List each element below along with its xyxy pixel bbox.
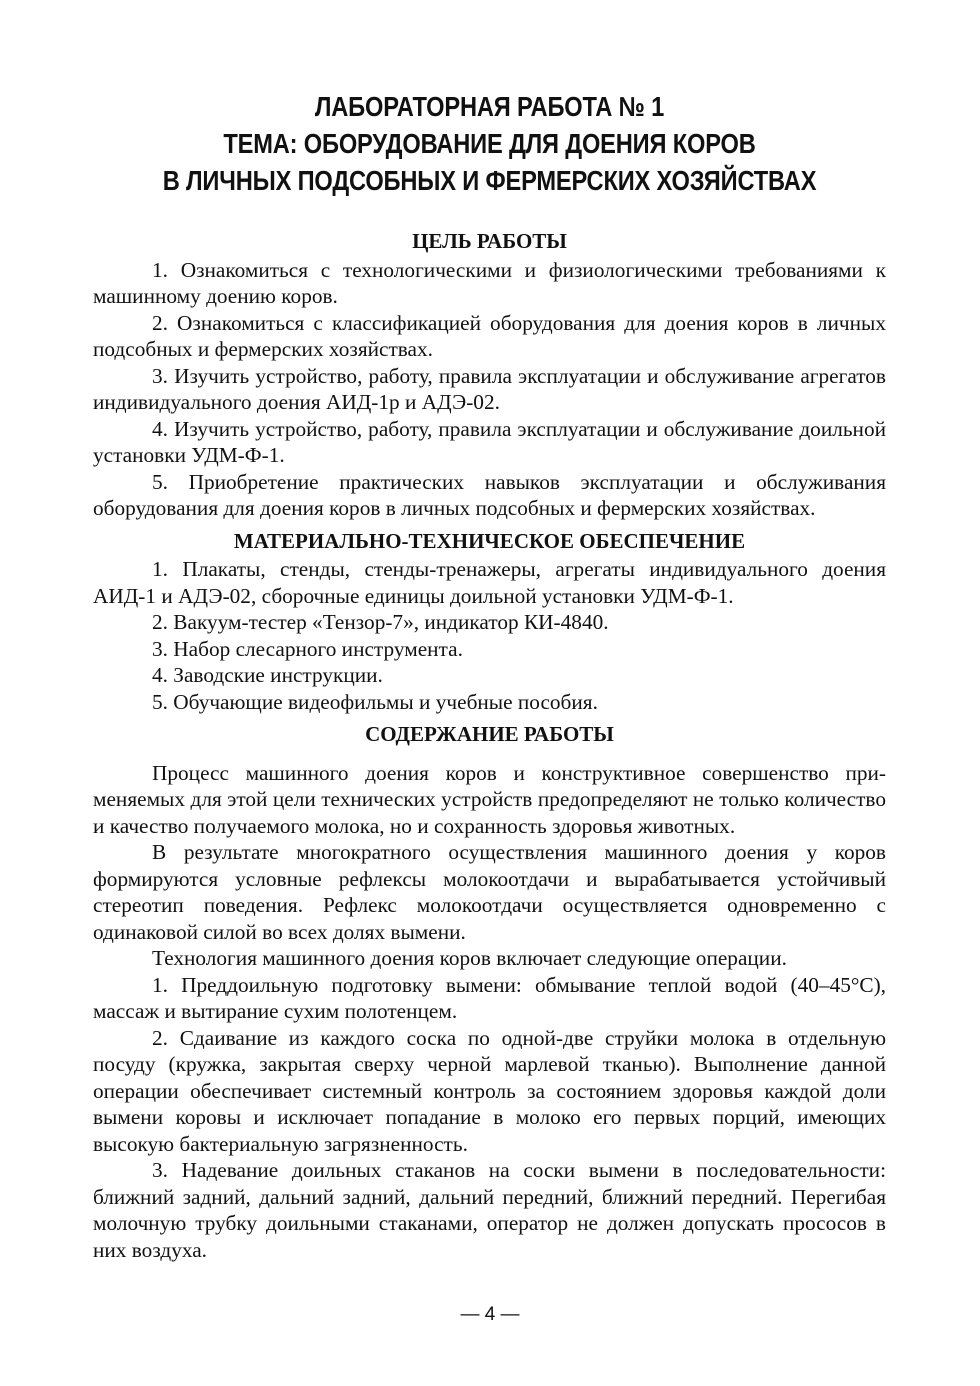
title-line-2: ТЕМА: ОБОРУДОВАНИЕ ДЛЯ ДОЕНИЯ КОРОВ bbox=[223, 128, 756, 159]
document-page bbox=[93, 88, 886, 1263]
content-paragraph: 1. Преддоильную подготовку вымени: обмывание теплой водой (40–45°С), массаж и вытирание сухим полотенцем. bbox=[93, 972, 886, 1023]
goal-item: 5. Приобретение практических навыков эксплуатации и обслуживания оборудования для доения коров в личных подсобных и фермерских хозяйствах. bbox=[93, 469, 886, 520]
title-line-1: ЛАБОРАТОРНАЯ РАБОТА № 1 bbox=[314, 91, 665, 122]
materials-item: 1. Плакаты, стенды, стенды-тренажеры, агрегаты индивидуального доения АИД-1 и АДЭ-02, сборочные единицы доильной установки УДМ-Ф-1. bbox=[93, 557, 886, 608]
goal-heading: ЦЕЛЬ РАБОТЫ bbox=[412, 229, 567, 253]
goal-item: 1. Ознакомиться с технологическими и физиологическими требованиями к машинному доению коров. bbox=[93, 257, 886, 308]
goal-item: 3. Изучить устройство, работу, правила эксплуатации и обслуживание агрегатов индивидуального доения АИД-1р и АДЭ-02. bbox=[93, 363, 886, 414]
content-paragraph: 2. Сдаивание из каждого соска по одной-две струйки молока в отдельную посуду (кружка, закрытая сверху черной марлевой тканью). Выполнение данной операции обеспечивает системный контроль за состоянием здоровья каждой доли вымени коровы и исключает попадание в молоко его первых порций, имеющих высокую бактериальную загрязненность. bbox=[93, 1025, 886, 1156]
title-line-3: В ЛИЧНЫХ ПОДСОБНЫХ И ФЕРМЕРСКИХ ХОЗЯЙСТВАХ bbox=[162, 165, 817, 196]
content-paragraph: Технология машинного доения коров включает следующие операции. bbox=[152, 946, 787, 970]
content-body bbox=[93, 760, 886, 1264]
goal-item: 4. Изучить устройство, работу, правила эксплуатации и обслуживание доильной установки УДМ-Ф-1. bbox=[93, 416, 886, 467]
content-heading: СОДЕРЖАНИЕ РАБОТЫ bbox=[365, 722, 614, 746]
materials-item: 4. Заводские инструкции. bbox=[152, 663, 383, 687]
goal-list bbox=[93, 257, 886, 522]
materials-item: 2. Вакуум-тестер «Тензор-7», индикатор КИ-4840. bbox=[152, 610, 609, 634]
page-number: — 4 — bbox=[460, 1304, 520, 1325]
goal-item: 2. Ознакомиться с классификацией оборудования для доения коров в личных подсобных и фермерских хозяйствах. bbox=[93, 310, 886, 361]
content-paragraph: 3. Надевание доильных стаканов на соски вымени в последовательности: ближний задний, дальний задний, дальний передний, ближний передний. Перегибая молочную трубку доильными стаканами, оператор не должен допускать прососов в них воздуха. bbox=[93, 1158, 886, 1262]
materials-heading: МАТЕРИАЛЬНО-ТЕХНИЧЕСКОЕ ОБЕСПЕЧЕНИЕ bbox=[233, 528, 746, 553]
content-paragraph: Процесс машинного доения коров и конструктивное совершенство применяемых для этой цели технических устройств предопределяют не только количество и качество получаемого молока, но и сохранность здоровья животных. bbox=[93, 760, 886, 838]
materials-list bbox=[93, 556, 886, 715]
materials-item: 5. Обучающие видеофильмы и учебные пособия. bbox=[152, 689, 598, 714]
content-paragraph: В результате многократного осуществления машинного доения у коров формируются условные рефлексы молокоотдачи и вырабатывается устойчивый стереотип поведения. Рефлекс молокоотдачи осуществляется одновременно с одинаковой силой во всех долях вымени. bbox=[93, 840, 886, 944]
document-title bbox=[149, 88, 831, 199]
materials-item: 3. Набор слесарного инструмента. bbox=[152, 636, 463, 661]
